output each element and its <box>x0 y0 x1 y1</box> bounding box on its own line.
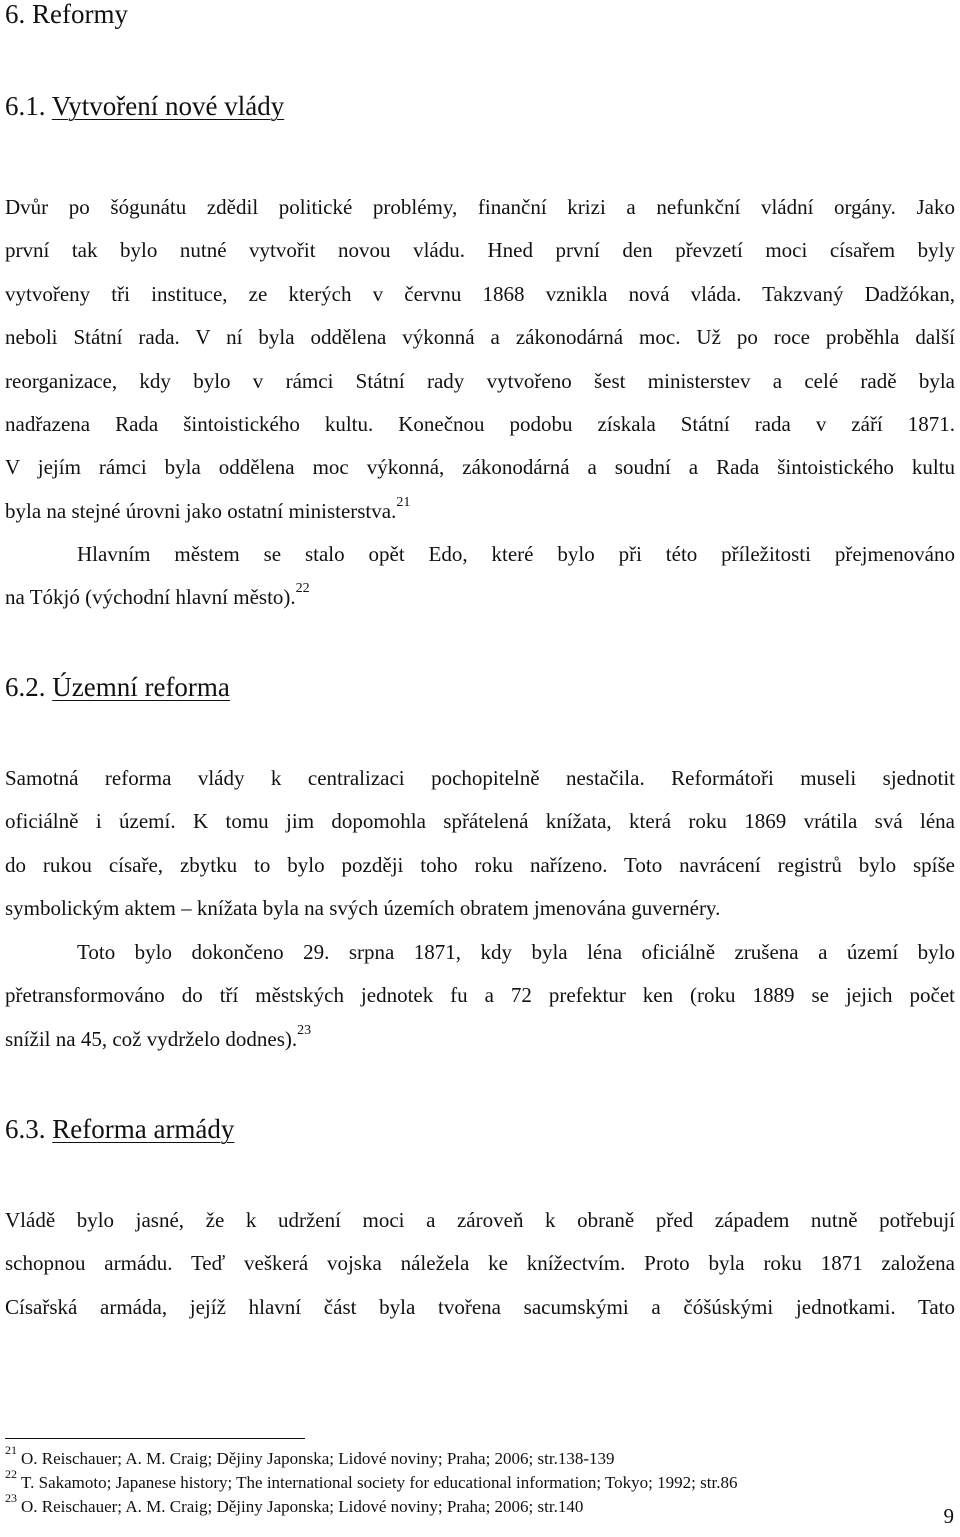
footnotes <box>5 1443 955 1519</box>
footnote <box>5 1467 955 1495</box>
footnote-number: 23 <box>5 1491 17 1506</box>
text-line-with-footnote <box>5 576 955 619</box>
text-line: neboli Státní rada. V ní byla oddělena výkonná a zákonodárná moc. Už po roce proběhla další <box>5 325 955 350</box>
text-line: Dvůr po šógunátu zdědil politické problémy, finanční krizi a nefunkční vládní orgány. Jako <box>5 195 955 219</box>
text-line: Hlavním městem se stalo opět Edo, které bylo při této příležitosti přejmenováno <box>77 542 955 566</box>
text-line: nadřazena Rada šintoistického kultu. Konečnou podobu získala Státní rada v září 1871. <box>5 411 955 436</box>
text-line-with-footnote <box>5 1018 955 1061</box>
section-title: Vytvoření nové vlády <box>51 91 285 121</box>
text-line: V jejím rámci byla oddělena moc výkonná, zákonodárná a soudní a Rada šintoistického kultu <box>5 455 955 480</box>
footnote <box>5 1443 955 1471</box>
footnote-ref[interactable]: 23 <box>297 1022 312 1038</box>
paragraph-6-3-a <box>5 1199 955 1329</box>
footnote-ref[interactable]: 22 <box>295 581 310 597</box>
text-line-with-footnote <box>5 490 955 533</box>
text-line: vytvořeny tři instituce, ze kterých v červnu 1868 vznikla nová vláda. Takzvaný Dadžókan, <box>5 281 955 306</box>
paragraph-6-2-b <box>5 931 955 1061</box>
section-heading-6-2 <box>5 669 230 705</box>
text-line: Vládě bylo jasné, že k udržení moci a zároveň k obraně před západem nutně potřebují <box>5 1208 955 1232</box>
footnote-text: T. Sakamoto; Japanese history; The international society for educational information; Tokyo; 1992; str.86 <box>21 1473 738 1492</box>
footnote <box>5 1491 955 1519</box>
text-line: symbolickým aktem – knížata byla na svých územích obratem jmenována guvernéry. <box>5 896 721 921</box>
footnote-separator <box>5 1438 305 1439</box>
section-number: 6.3. <box>5 1114 46 1144</box>
text-line: Samotná reforma vlády k centralizaci pochopitelně nestačila. Reformátoři museli sjednotit <box>5 766 955 790</box>
paragraph-6-1-a <box>5 186 955 533</box>
text-line: na Tókjó (východní hlavní město). <box>5 585 296 610</box>
text-line: reorganizace, kdy bylo v rámci Státní rady vytvořeno šest ministerstev a celé radě byla <box>5 368 955 393</box>
section-number: 6.2. <box>5 672 46 702</box>
section-number: 6.1. <box>5 91 46 121</box>
text-line: do rukou císaře, zbytku to bylo později toho roku nařízeno. Toto navrácení registrů bylo spíše <box>5 852 955 877</box>
footnote-ref[interactable]: 21 <box>396 494 411 510</box>
paragraph-6-1-b <box>5 533 955 620</box>
text-line: oficiálně i území. K tomu jim dopomohla spřátelená knížata, která roku 1869 vrátila svá léna <box>5 809 955 834</box>
text-line: přetransformováno do tří městských jednotek fu a 72 prefektur ken (roku 1889 se jejich počet <box>5 983 955 1008</box>
text-line: schopnou armádu. Teď veškerá vojska náležela ke knížectvím. Proto byla roku 1871 založena <box>5 1251 955 1276</box>
section-title: Územní reforma <box>52 672 230 702</box>
paragraph-6-2-a <box>5 757 955 931</box>
text-line: byla na stejné úrovni jako ostatní ministerstva. <box>5 498 397 523</box>
footnote-text: O. Reischauer; A. M. Craig; Dějiny Japonska; Lidové noviny; Praha; 2006; str.138-139 <box>21 1449 615 1468</box>
text-line: snížil na 45, což vydrželo dodnes). <box>5 1026 298 1051</box>
section-heading-6-3 <box>5 1111 234 1147</box>
footnote-number: 21 <box>5 1443 17 1458</box>
page-number: 9 <box>943 1504 954 1528</box>
text-line: Císařská armáda, jejíž hlavní část byla tvořena sacumskými a čóšúskými jednotkami. Tato <box>5 1294 955 1319</box>
text-line: první tak bylo nutné vytvořit novou vládu. Hned první den převzetí moci císařem byly <box>5 238 955 263</box>
section-heading-6-1 <box>5 88 284 124</box>
footnote-text: O. Reischauer; A. M. Craig; Dějiny Japonska; Lidové noviny; Praha; 2006; str.140 <box>21 1497 584 1516</box>
text-line: Toto bylo dokončeno 29. srpna 1871, kdy byla léna oficiálně zrušena a území bylo <box>77 940 955 964</box>
chapter-heading: 6. Reformy <box>5 0 128 29</box>
footnote-number: 22 <box>5 1467 17 1482</box>
section-title: Reforma armády <box>52 1114 235 1144</box>
